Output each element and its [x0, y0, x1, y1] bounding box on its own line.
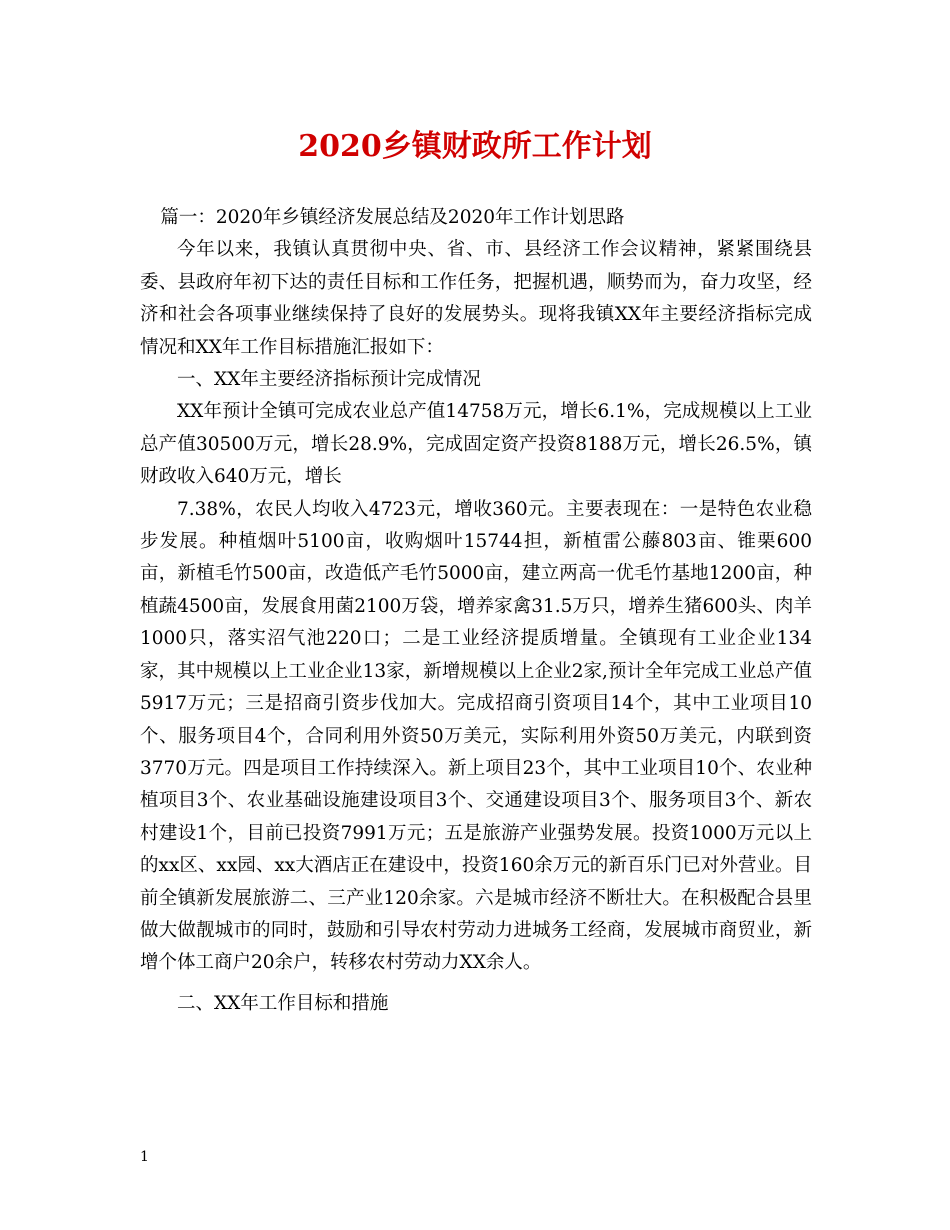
body-paragraph: XX年预计全镇可完成农业总产值14758万元，增长6.1%，完成规模以上工业总产值30500万元，增长28.9%，完成固定资产投资8188万元，增长26.5%，镇财政收入640万元，增长 — [140, 401, 812, 488]
body-paragraph: 今年以来，我镇认真贯彻中央、省、市、县经济工作会议精神，紧紧围绕县委、县政府年初下达的责任目标和工作任务，把握机遇，顺势而为，奋力攻坚，经济和社会各项事业继续保持了良好的发展势头。现将我镇XX年主要经济指标完成情况和XX年工作目标措施汇报如下： — [140, 239, 812, 358]
body-paragraph: 7.38%，农民人均收入4723元，增收360元。主要表现在：一是特色农业稳步发展。种植烟叶5100亩，收购烟叶15744担，新植雷公藤803亩、锥栗600亩，新植毛竹500亩，改造低产毛竹5000亩，建立两高一优毛竹基地1200亩，种植蔬4500亩，发展食用菌2100万袋，增养家禽31.5万只，增养生猪600头、肉羊1000只，落实沼气池220口；二是工业经济提质增量。全镇现有工业企业134家，其中规模以上工业企业13家，新增规模以上企业2家,预计全年完成工业总产值5917万元；三是招商引资步伐加大。完成招商引资项目14个，其中工业项目10个、服务项目4个，合同利用外资50万美元，实际利用外资50万美元，内联到资3770万元。四是项目工作持续深入。新上项目23个，其中工业项目10个、农业种植项目3个、农业基础设施建设项目3个、交通建设项目3个、服务项目3个、新农村建设1个，目前已投资7991万元；五是旅游产业强势发展。投资1000万元以上的xx区、xx园、xx大酒店正在建设中，投资160余万元的新百乐门已对外营业。目前全镇新发展旅游二、三产业120余家。六是城市经济不断壮大。在积极配合县里做大做靓城市的同时，鼓励和引导农村劳动力进城务工经商，发展城市商贸业，新增个体工商户20余户，转移农村劳动力XX余人。 — [140, 498, 812, 974]
section-heading: 一、XX年主要经济指标预计完成情况 — [177, 369, 481, 391]
page-number: 1 — [140, 1149, 149, 1165]
document-title: 2020乡镇财政所工作计划 — [298, 129, 652, 164]
section-heading: 二、XX年工作目标和措施 — [177, 992, 389, 1014]
section-heading: 篇一：2020年乡镇经济发展总结及2020年工作计划思路 — [160, 207, 625, 228]
document-body — [140, 202, 812, 1020]
